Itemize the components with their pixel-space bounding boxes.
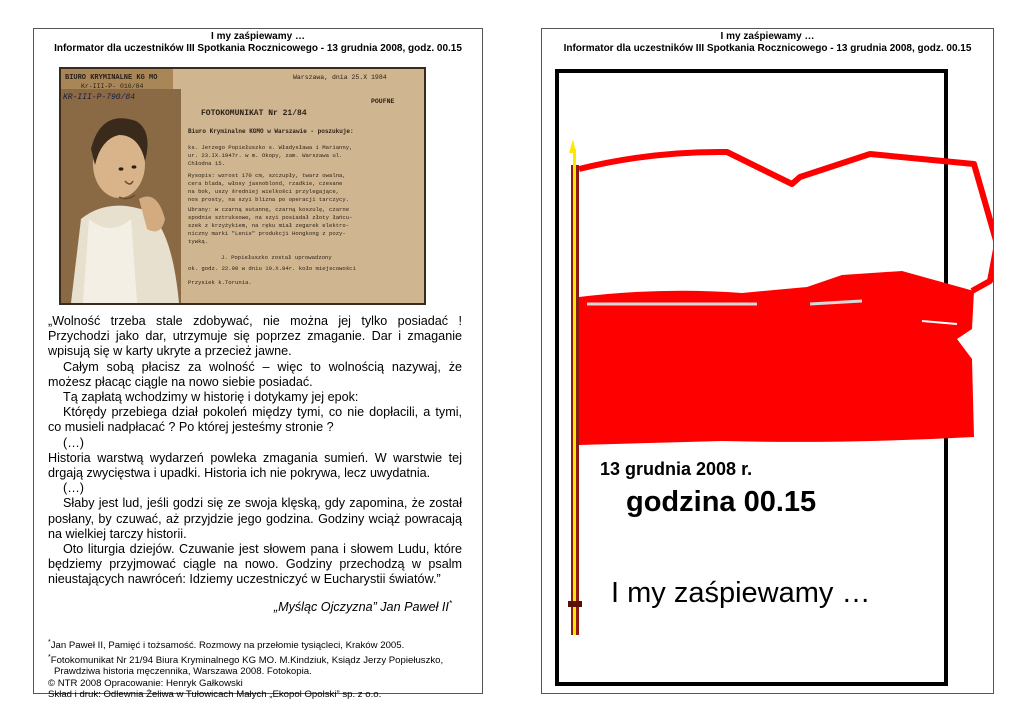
print-line: Skład i druk: Odlewnia Żeliwa w Tułowicach Małych „Ekopol Opolski” sp. z o.o.	[48, 689, 382, 701]
quote-paragraph: Tą zapłatą wchodzimy w historię i dotykamy jej epok:	[63, 390, 359, 405]
photo-org-line2: Kr-III-P- 016/84	[81, 83, 144, 90]
flag-pole-knot	[568, 601, 582, 607]
flag-pole-tip	[569, 139, 576, 153]
photo-subject-line: ur. 23.IX.1947r. w m. Okopy, zam. Warszawa ul.	[188, 152, 343, 159]
footnote-marker: *	[48, 653, 51, 661]
cover-date: 13 grudnia 2008 r.	[600, 459, 753, 479]
quote-paragraph: Słaby jest lud, jeśli godzi się ze swoja klęską, gdy zapomina, że został posłany, by czuwać, aż przyjdzie jego godzina. Godziny wciąż powracają na wielkiej tarczy historii.	[48, 496, 462, 541]
copyright-line: © NTR 2008 Opracowanie: Henryk Gałkowski	[48, 677, 243, 689]
cover-time: godzina 00.15	[626, 486, 817, 518]
quote-paragraph: Całym sobą płacisz za wolność – więc to wolnością nazywaj, że możesz płacąc ciągle na nowo siebie posiadać.	[48, 359, 462, 389]
photo-description-line: nos prosty, na szyi blizna po operacji tarczycy.	[188, 196, 350, 203]
photo-description-line: na bok, uszy średniej wielkości przylegające,	[188, 188, 340, 195]
photo-date-stamp: Warszawa, dnia 25.X 1984	[293, 74, 387, 81]
photo-image	[61, 69, 424, 303]
footnote-2-continued: Prawdziwa historia męczennika, Warszawa 2008. Fotokopia.	[54, 666, 312, 678]
photo-handwritten-ref: KR-III-P-790/84	[63, 93, 136, 102]
right-page	[541, 28, 994, 694]
footnote-2-text: Fotokomunikat Nr 21/94 Biura Kryminalnego KG MO. M.Kindziuk, Ksiądz Jerzy Popiełuszko,	[50, 654, 444, 666]
quote-signature-text: „Myśląc Ojczyzna” Jan Paweł II	[273, 599, 449, 614]
photo-subject-line: ks. Jerzego Popiełuszko s. Władysława i Marianny,	[188, 144, 353, 151]
photo-title: FOTOKOMUNIKAT Nr 21/84	[201, 109, 307, 118]
quote-ellipsis: (…)	[63, 481, 84, 496]
flag-red-half	[579, 271, 974, 445]
photo-closing-line: J. Popiełuszko został uprowadzony	[221, 254, 332, 261]
footnote-1	[48, 637, 468, 652]
photo-description-line: cera blada, włosy jasnoblond, rzadkie, czesane	[188, 180, 343, 187]
quote-paragraph: Oto liturgia dziejów. Czuwanie jest słowem pana i słowem Ludu, które będziemy przyjmować ciągle na nowo. Godziny przechodzą w psalm nieustających nawróceń: Idziemy uczestniczyć w Eucharystii światów.”	[48, 542, 462, 587]
quote-paragraph: Historia warstwą wydarzeń powleka zmagania sumień. W warstwie tej drgają zwycięstwa i upadki. Historia ich nie pokrywa, lecz uwydatnia.	[48, 450, 462, 481]
quote-paragraph: „Wolność trzeba stale zdobywać, nie można jej tylko posiadać ! Przychodzi jako dar, utrzymuje się poprzez zmaganie. Dar i zmaganie wpisują się w karty ukryte a przecież jawne.	[48, 314, 462, 359]
footnotes	[48, 637, 468, 701]
photo-description-line: Rysopis: wzrost 170 cm, szczupły, twarz owalna,	[188, 172, 346, 179]
flag-pole-highlight	[573, 149, 576, 635]
photo-addressee: Biuro Kryminalne KGMO w Warszawie - poszukuje:	[188, 128, 354, 135]
cover-song-title: I my zaśpiewamy …	[611, 577, 871, 609]
quote-body	[48, 314, 462, 615]
photo-classification: POUFNE	[371, 98, 395, 105]
header-subtitle: Informator dla uczestników III Spotkania Rocznicowego - 13 grudnia 2008, godz. 00.15	[54, 43, 462, 54]
footnote-1-text: Jan Paweł II, Pamięć i tożsamość. Rozmowy na przełomie tysiącleci, Kraków 2005.	[50, 640, 405, 652]
photo-org-line1: BIURO KRYMINALNE KG MO	[65, 74, 158, 82]
quote-signature	[48, 596, 462, 615]
flag-white-outline	[579, 152, 993, 291]
photo-description-line: szek z krzyżykiem, na ręku miał zegarek elektro-	[188, 222, 350, 229]
photo-subject-line: Chłodna 15.	[188, 160, 225, 167]
quote-ellipsis: (…)	[63, 435, 84, 450]
photo-description-line: Ubrany: w czarną sutannę, czarną koszulę, czarne	[188, 206, 350, 213]
header-subtitle: Informator dla uczestników III Spotkania Rocznicowego - 13 grudnia 2008, godz. 00.15	[563, 43, 972, 54]
quote-paragraph: Którędy przebiega dział pokoleń między tymi, co nie dopłacili, a tymi, co musieli nadpłacać ? Po której jesteśmy stronie ?	[48, 405, 462, 435]
photo-description-line: spodnie sztruksowe, na szyi posiadał złoty łańcu-	[188, 214, 353, 221]
footnote-2	[48, 652, 468, 667]
header-title: I my zaśpiewamy …	[720, 31, 815, 42]
photo-description-line: tywką.	[188, 238, 209, 245]
footnote-marker: *	[48, 639, 51, 646]
header-title: I my zaśpiewamy …	[211, 31, 305, 42]
fotokomunikat-photo	[59, 67, 426, 305]
portrait	[61, 89, 181, 303]
photo-closing-line: Przysiek k.Torunia.	[188, 279, 252, 286]
left-page	[33, 28, 483, 701]
footnote-marker: *	[448, 598, 452, 608]
header-left	[34, 31, 482, 55]
photo-closing-line: ok. godz. 22.00 w dniu 19.X.84r. koło miejscowości	[188, 265, 356, 272]
photo-description-line: niczny marki "Lenis" produkcji Hongkong z pozy-	[188, 230, 346, 237]
